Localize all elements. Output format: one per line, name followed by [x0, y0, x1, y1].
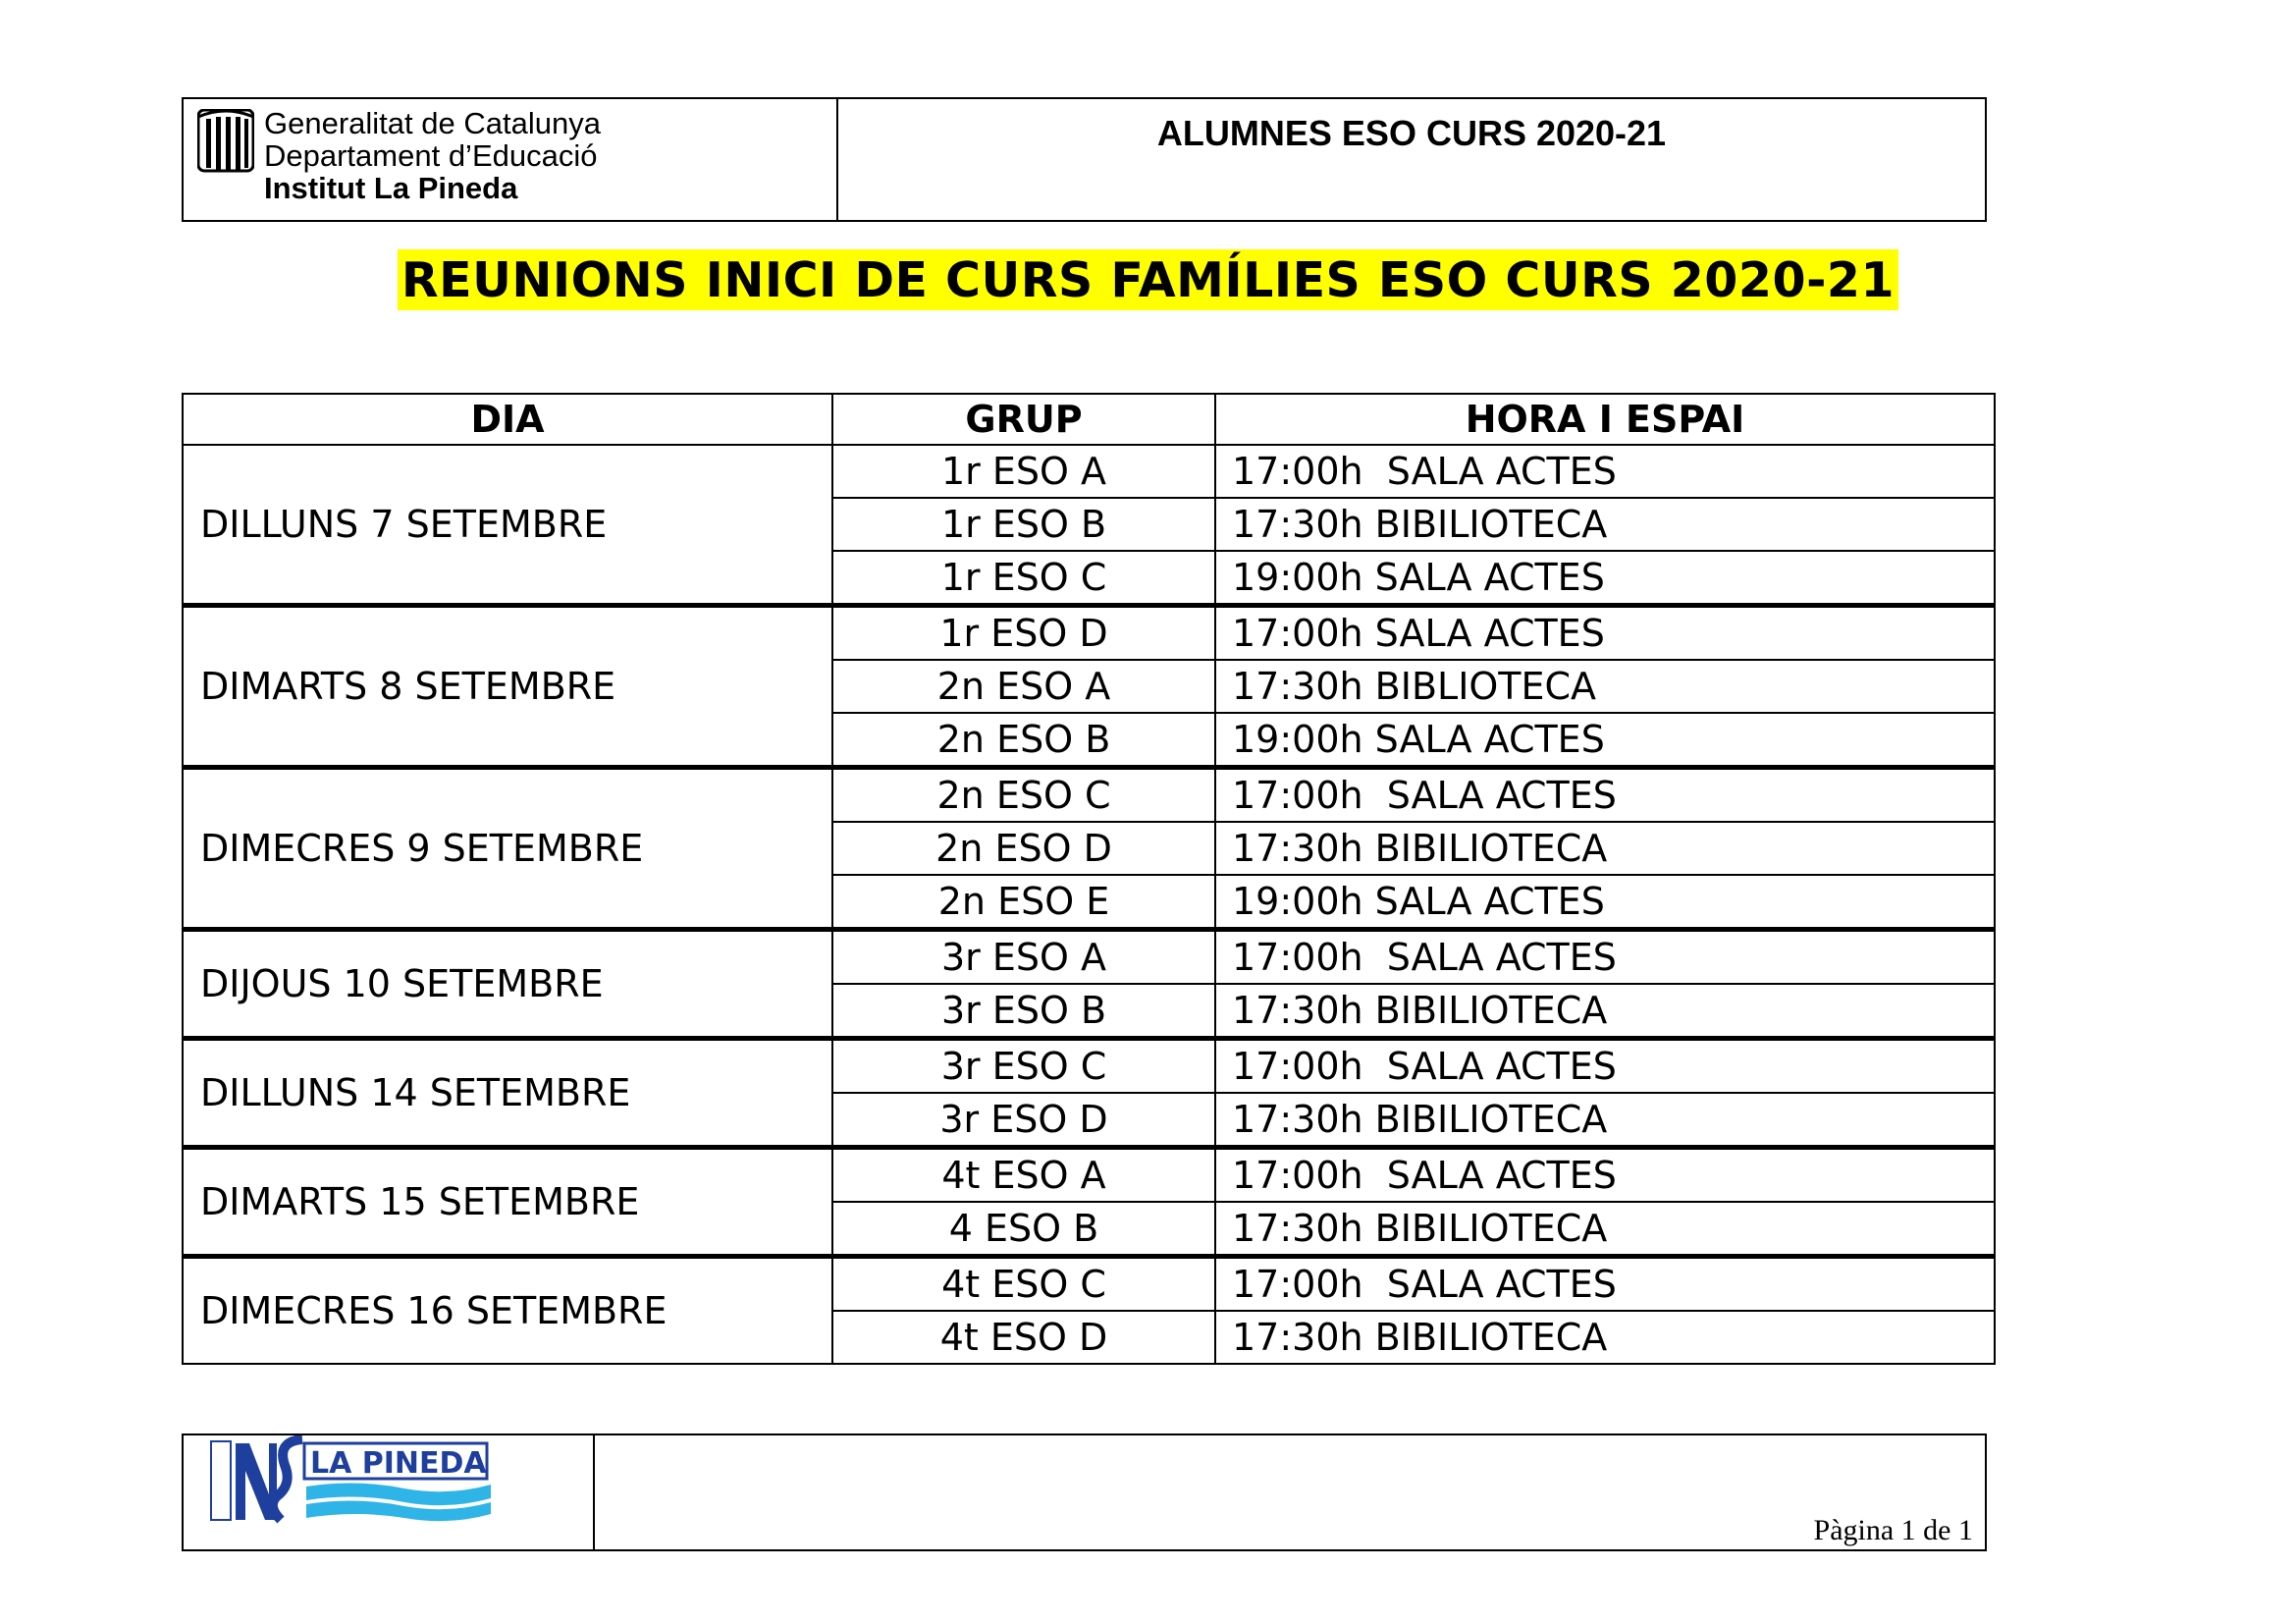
cell-grup: 2n ESO C	[832, 768, 1215, 823]
cell-hora-espai: 17:30h BIBILIOTECA	[1215, 822, 1995, 875]
cell-dia: DIMECRES 9 SETEMBRE	[183, 768, 832, 930]
cell-hora-espai: 17:00h SALA ACTES	[1215, 606, 1995, 661]
page-number: Pàgina 1 de 1	[1813, 1514, 1973, 1546]
cell-hora-espai: 17:00h SALA ACTES	[1215, 445, 1995, 498]
cell-hora-espai: 19:00h SALA ACTES	[1215, 551, 1995, 606]
school-name: Institut La Pineda	[264, 171, 518, 205]
column-header-hora: HORA I ESPAI	[1215, 394, 1995, 445]
cell-hora-espai: 17:00h SALA ACTES	[1215, 1148, 1995, 1203]
document-header-title: ALUMNES ESO CURS 2020-21	[1156, 113, 1667, 153]
table-row	[183, 930, 1995, 985]
org-line-department: Departament d’Educació	[264, 138, 598, 173]
table-row	[183, 606, 1995, 661]
table-row	[183, 768, 1995, 823]
cell-grup: 3r ESO A	[832, 930, 1215, 985]
table-row	[183, 1257, 1995, 1312]
cell-grup: 3r ESO C	[832, 1039, 1215, 1094]
cell-grup: 4t ESO C	[832, 1257, 1215, 1312]
cell-hora-espai: 17:00h SALA ACTES	[1215, 1039, 1995, 1094]
cell-hora-espai: 17:30h BIBILIOTECA	[1215, 498, 1995, 551]
cell-grup: 4 ESO B	[832, 1202, 1215, 1257]
table-row	[183, 445, 1995, 498]
cell-hora-espai: 17:00h SALA ACTES	[1215, 768, 1995, 823]
cell-hora-espai: 17:30h BIBILIOTECA	[1215, 1202, 1995, 1257]
cell-hora-espai: 19:00h SALA ACTES	[1215, 875, 1995, 930]
org-line-generalitat: Generalitat de Catalunya	[264, 106, 601, 140]
cell-dia: DIMARTS 15 SETEMBRE	[183, 1148, 832, 1257]
cell-hora-espai: 17:30h BIBLIOTECA	[1215, 660, 1995, 713]
cell-dia: DILLUNS 14 SETEMBRE	[183, 1039, 832, 1148]
footer-logo-cell	[184, 1435, 595, 1549]
cell-hora-espai: 17:00h SALA ACTES	[1215, 930, 1995, 985]
cell-dia: DILLUNS 7 SETEMBRE	[183, 445, 832, 606]
cell-grup: 2n ESO A	[832, 660, 1215, 713]
cell-dia: DIMECRES 16 SETEMBRE	[183, 1257, 832, 1365]
header-org-cell	[184, 99, 838, 220]
cell-grup: 1r ESO C	[832, 551, 1215, 606]
cell-grup: 2n ESO E	[832, 875, 1215, 930]
page-title: REUNIONS INICI DE CURS FAMÍLIES ESO CURS 2020-21	[398, 249, 1898, 310]
cell-grup: 3r ESO D	[832, 1093, 1215, 1148]
cell-hora-espai: 17:30h BIBILIOTECA	[1215, 984, 1995, 1039]
column-header-grup: GRUP	[832, 394, 1215, 445]
org-text-block	[264, 107, 601, 204]
cell-grup: 4t ESO D	[832, 1311, 1215, 1364]
schedule-body	[183, 445, 1995, 1364]
cell-grup: 2n ESO D	[832, 822, 1215, 875]
table-header-row	[183, 394, 1995, 445]
cell-grup: 3r ESO B	[832, 984, 1215, 1039]
cell-grup: 1r ESO B	[832, 498, 1215, 551]
cell-hora-espai: 17:30h BIBILIOTECA	[1215, 1093, 1995, 1148]
generalitat-logo-icon	[197, 109, 254, 176]
table-row	[183, 1039, 1995, 1094]
cell-grup: 2n ESO B	[832, 713, 1215, 768]
header-title-cell	[838, 99, 1985, 220]
cell-hora-espai: 19:00h SALA ACTES	[1215, 713, 1995, 768]
cell-grup: 4t ESO A	[832, 1148, 1215, 1203]
cell-grup: 1r ESO D	[832, 606, 1215, 661]
meetings-schedule-table	[182, 393, 1996, 1365]
document-footer	[182, 1434, 1987, 1551]
main-title-wrap	[0, 249, 2296, 310]
document-header	[182, 97, 1987, 222]
cell-hora-espai: 17:00h SALA ACTES	[1215, 1257, 1995, 1312]
column-header-dia: DIA	[183, 394, 832, 445]
logo-text: LA PINEDA	[310, 1446, 487, 1481]
la-pineda-logo-icon	[208, 1435, 493, 1526]
cell-dia: DIMARTS 8 SETEMBRE	[183, 606, 832, 768]
footer-page-cell	[595, 1435, 1985, 1549]
cell-dia: DIJOUS 10 SETEMBRE	[183, 930, 832, 1039]
table-row	[183, 1148, 1995, 1203]
cell-hora-espai: 17:30h BIBILIOTECA	[1215, 1311, 1995, 1364]
cell-grup: 1r ESO A	[832, 445, 1215, 498]
